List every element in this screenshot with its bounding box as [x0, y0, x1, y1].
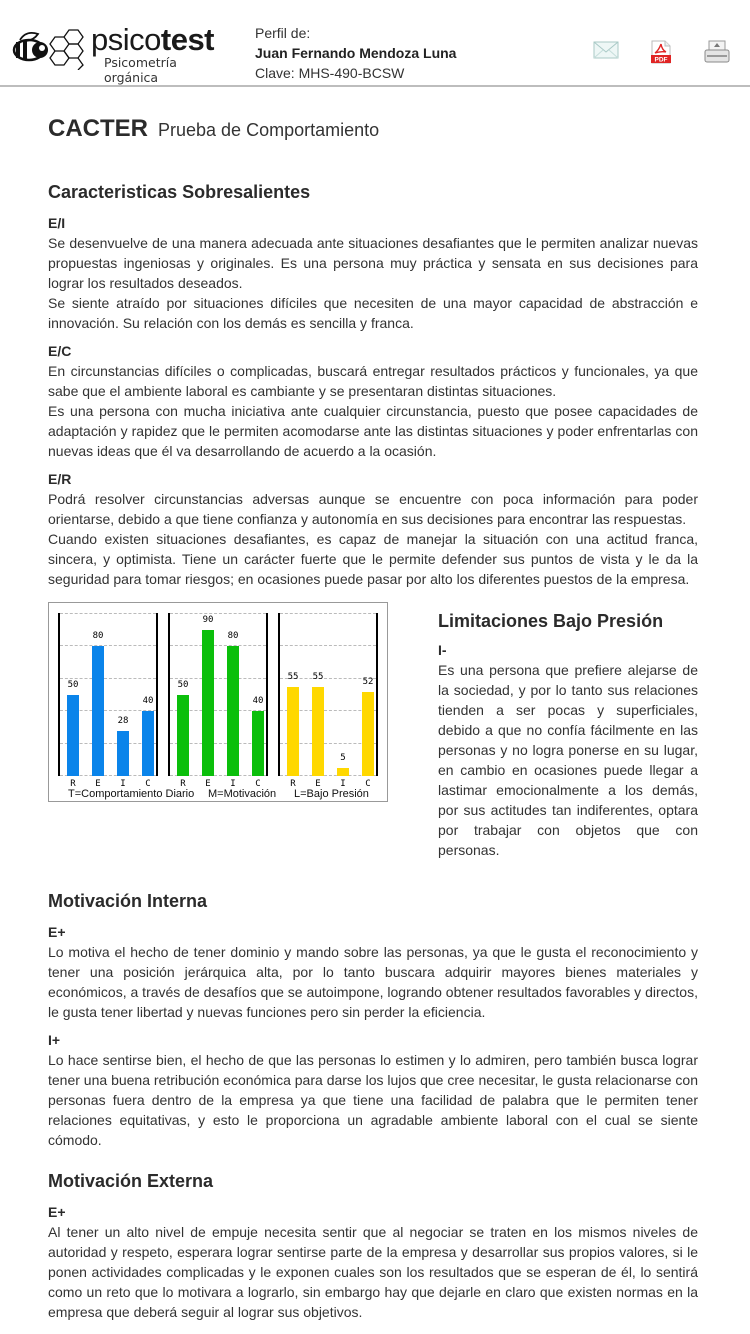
section-heading: Motivación Externa: [48, 1171, 214, 1191]
gridline: [60, 678, 156, 679]
category-label: C: [145, 779, 151, 789]
category-label: E: [315, 779, 321, 789]
chart-legend-item: T=Comportamiento Diario: [68, 788, 195, 800]
svg-text:PDF: PDF: [654, 56, 668, 64]
category-label: I: [230, 779, 236, 789]
chart-bar: [362, 692, 374, 776]
chart-bar: [202, 630, 214, 776]
bar-value-label: 80: [227, 631, 239, 642]
chart-legend-item: M=Motivación: [208, 788, 277, 800]
section-heading: Caracteristicas Sobresalientes: [48, 182, 311, 202]
gridline: [170, 678, 266, 679]
bar-value-label: 52: [362, 676, 374, 687]
chart-bar: [252, 711, 264, 776]
gridline: [170, 645, 266, 646]
trait-paragraph: Se siente atraído por situaciones difíciles que necesiten de una mayor capacidad de abstracción e innovación. Su relación con los demás es sencilla y franca.: [48, 295, 698, 331]
category-label: R: [290, 779, 296, 789]
section-limitaciones: [438, 610, 698, 860]
category-label: I: [340, 779, 346, 789]
gridline: [60, 613, 156, 614]
gridline: [280, 613, 376, 614]
trait-paragraph: Lo hace sentirse bien, el hecho de que las personas lo estimen y lo admiren, pero también busca lograr tener una buena retribución económica para darse los lujos que cree necesitar, le gusta relacionarse con personas fuera dentro de la empresa ya que tiene una facilidad de palabra que le permiten tener relaciones equitativas, y esto le proporciona un agradable ambiente laboral con el cual se siente cómodo.: [48, 1052, 698, 1148]
trait-paragraph: Podrá resolver circunstancias adversas aunque se encuentre con poca información para poder orientarse, debido a que tiene confianza y autonomía en sus decisiones para encontrar las respuestas.: [48, 491, 698, 527]
psicotest-logo[interactable]: [12, 22, 222, 85]
logo-word-bold: test: [160, 22, 215, 57]
profile-key: Clave: MHS-490-BCSW: [255, 65, 405, 81]
category-label: C: [365, 779, 371, 789]
trait-block: [48, 922, 698, 1022]
section-heading: Limitaciones Bajo Presión: [438, 611, 664, 631]
profile-info: [255, 23, 456, 83]
category-label: I: [120, 779, 126, 789]
bar-value-label: 50: [67, 680, 79, 690]
trait-paragraph: Al tener un alto nivel de empuje necesita sentir que al negociar se traten en los mismos niveles de autoridad y respeto, esperara lograr sentirse parte de la empresa y desarrollar sus propios valores, si le ponen actividades complicadas y le exponen cuales son los resultados que se esperan de él, lo sentirá como un reto que lo motivara a lograrlo, sin embargo hay que dejarle en claro que existen normas en la empresa que deberá seguir al lograr sus objetivos.: [48, 1224, 698, 1320]
page-title: [48, 115, 379, 143]
mail-icon[interactable]: [593, 40, 619, 65]
category-label: R: [70, 779, 76, 789]
trait-block: [48, 341, 698, 461]
category-label: R: [180, 779, 186, 789]
trait-block: [48, 1202, 698, 1322]
bar-value-label: 40: [142, 696, 154, 707]
trait-paragraph: Se desenvuelve de una manera adecuada ante situaciones desafiantes que le permiten analizar nuevas propuestas ingeniosas y originales. Es una persona muy práctica y sensata en sus decisiones para lograr los resultados deseados.: [48, 235, 698, 291]
logo-word-light: psico: [91, 22, 161, 57]
chart-bar: [117, 731, 129, 776]
trait-block: [48, 1030, 698, 1150]
chart-panel: [278, 613, 378, 789]
gridline: [280, 645, 376, 646]
trait-block: [48, 213, 698, 333]
trait-paragraph: Lo motiva el hecho de tener dominio y mando sobre las personas, ya que le gusta el reconocimiento y tener una posición jerárquica alta, por lo tanto buscara adquirir mayores bienes materiales y económicos, a través de desafíos que se autoimpone, logrando obtener resultados favorables y directos, le gusta tener libertad y nuevas funciones pero sin perder la eficiencia.: [48, 944, 698, 1020]
print-icon[interactable]: [704, 40, 730, 69]
category-label: E: [95, 779, 101, 789]
trait-paragraph: Cuando existen situaciones desafiantes, es capaz de manejar la situación con una actitud franca, sincera, y optimista. Tiene un carácter fuerte que le permite defender sus puntos de vista y le da la seguridad para tomar riesgos; en ocasiones puede pasar por alto los diferentes puestos de la empresa.: [48, 531, 698, 587]
bar-value-label: 40: [252, 696, 264, 707]
bar-value-label: 55: [312, 671, 324, 682]
gridline: [60, 645, 156, 646]
bee-honeycomb-icon: [12, 26, 92, 70]
chart-panel: [58, 613, 158, 789]
trait-paragraph: Es una persona con mucha iniciativa ante cualquier circunstancia, puesto que posee capacidades de adaptación y rapidez que le permiten acomodarse ante las distintas situaciones y poder enfrentarlas con nuevas ideas que él va desarrollando de acuerdo a la ocasión.: [48, 403, 698, 459]
trait-code: I-: [438, 642, 447, 658]
test-subtitle: Prueba de Comportamiento: [158, 120, 380, 140]
test-name: CACTER: [48, 115, 148, 142]
trait-code: E+: [48, 924, 66, 940]
trait-paragraph: Es una persona que prefiere alejarse de la sociedad, y por lo tanto sus relaciones tienden a ser pocas y superficiales, debido a que no confía fácilmente en las personas y no logra ponerse en su lugar, en cambio en ocasiones puede llegar a lastimar emocionalmente a los demás, por sus actitudes tan indiferentes, optara por trabajar con objetos que con personas.: [438, 662, 698, 858]
bar-value-label: 5: [340, 752, 346, 763]
bar-value-label: 90: [202, 615, 214, 626]
gridline: [170, 613, 266, 614]
trait-paragraph: En circunstancias difíciles o complicadas, buscará entregar resultados prácticos y funcionales, ya que sabe que el ambiente laboral es cambiante y se presentaran distintas situaciones.: [48, 363, 698, 399]
profile-name: Juan Fernando Mendoza Luna: [255, 45, 457, 61]
page-header: [0, 0, 750, 87]
chart-bar: [287, 687, 299, 776]
chart-legend-item: L=Bajo Presión: [294, 788, 369, 800]
bar-value-label: 55: [287, 671, 299, 682]
section-caracteristicas: [48, 181, 698, 589]
trait-code: E/I: [48, 215, 66, 231]
profile-bar-chart: [48, 602, 388, 802]
chart-bar: [67, 695, 79, 776]
trait-code: E/R: [48, 471, 72, 487]
category-label: C: [255, 779, 261, 789]
trait-block: [48, 469, 698, 589]
trait-code: E+: [48, 1204, 66, 1220]
section-motivacion-externa: [48, 1170, 698, 1322]
chart-bar: [177, 695, 189, 776]
section-heading: Motivación Interna: [48, 891, 208, 911]
chart-bar: [227, 646, 239, 776]
bar-value-label: 28: [117, 715, 129, 726]
logo-wordmark: [91, 22, 214, 58]
logo-tagline: Psicometría orgánica: [104, 55, 177, 85]
chart-bar: [337, 768, 349, 776]
pdf-icon[interactable]: [650, 40, 672, 69]
trait-code: E/C: [48, 343, 72, 359]
chart-bar: [92, 646, 104, 776]
category-label: E: [205, 779, 211, 789]
trait-code: I+: [48, 1032, 61, 1048]
profile-label: Perfil de:: [255, 25, 311, 41]
chart-bar: [312, 687, 324, 776]
bar-value-label: 50: [177, 680, 189, 690]
chart-panel: [168, 613, 268, 789]
chart-bar: [142, 711, 154, 776]
bar-value-label: 80: [92, 631, 104, 642]
section-motivacion-interna: [48, 890, 698, 1150]
